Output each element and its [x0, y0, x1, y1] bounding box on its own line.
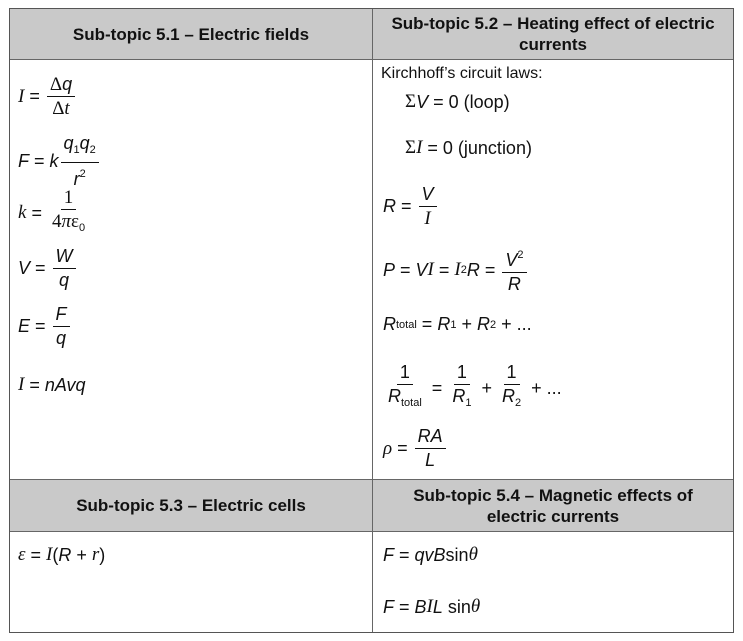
row-divider-1	[10, 59, 733, 60]
formula-kirchhoff-junction: Σ I = 0 (junction)	[405, 137, 532, 158]
formula-coulomb-law: F = k $\frac{q_1q_2}{r^2}$	[18, 133, 101, 190]
header-text: Sub-topic 5.1 – Electric fields	[72, 24, 310, 44]
formula-parallel-resistance: $\frac{1}{R_{total}}$ = $\frac{1}{R_1}$ + $\frac{1}{R_2}$ + ...	[388, 362, 562, 409]
formula-current-charge: I = $\frac{\Delta q}{\Delta t}$	[18, 74, 77, 119]
kirchhoff-label: Kirchhoff’s circuit laws:	[381, 65, 543, 82]
continuation-dots: + ...	[501, 314, 532, 334]
formula-power: P = V I = I 2 R = $\frac{V^2}{R}$	[383, 245, 529, 295]
total-subscript: total	[401, 397, 422, 409]
formula-potential-difference: V = $\frac{W}{q}$	[18, 246, 78, 291]
formula-force-on-charge: F = qvB sin θ	[383, 544, 478, 565]
formula-electric-field: E = $\frac{F}{q}$	[18, 304, 72, 349]
column-divider	[372, 9, 373, 632]
formula-drift-velocity: I = nAvq	[18, 374, 86, 395]
row-divider-3	[10, 531, 733, 532]
continuation-dots: + ...	[531, 377, 562, 398]
header-subtopic-5-4	[373, 480, 733, 531]
formula-force-on-wire: F = B I L sin θ	[383, 596, 481, 617]
formula-table	[9, 8, 734, 633]
header-subtopic-5-1	[10, 9, 372, 59]
formula-series-resistance: R total = R 1 + R 2 + ...	[383, 314, 532, 334]
formula-kirchhoff-loop: Σ V = 0 (loop)	[405, 91, 510, 112]
loop-label: (loop)	[463, 91, 510, 112]
header-subtopic-5-2	[373, 9, 733, 59]
junction-label: (junction)	[457, 137, 532, 158]
header-text: Sub-topic 5.2 – Heating effect of electric currents	[391, 14, 715, 54]
formula-resistivity: ρ = $\frac{RA}{L}$	[383, 426, 448, 471]
header-text: Sub-topic 5.4 – Magnetic effects of electric currents	[413, 485, 693, 526]
total-subscript: total	[396, 318, 417, 331]
header-subtopic-5-3	[10, 480, 372, 531]
formula-resistance: R = $\frac{V}{I}$	[383, 184, 439, 229]
formula-coulomb-constant: k = $\frac{1}{4\pi\varepsilon_0}$	[18, 187, 86, 234]
formula-emf: ε = I ( R + r )	[18, 544, 106, 565]
header-text: Sub-topic 5.3 – Electric cells	[76, 496, 306, 515]
